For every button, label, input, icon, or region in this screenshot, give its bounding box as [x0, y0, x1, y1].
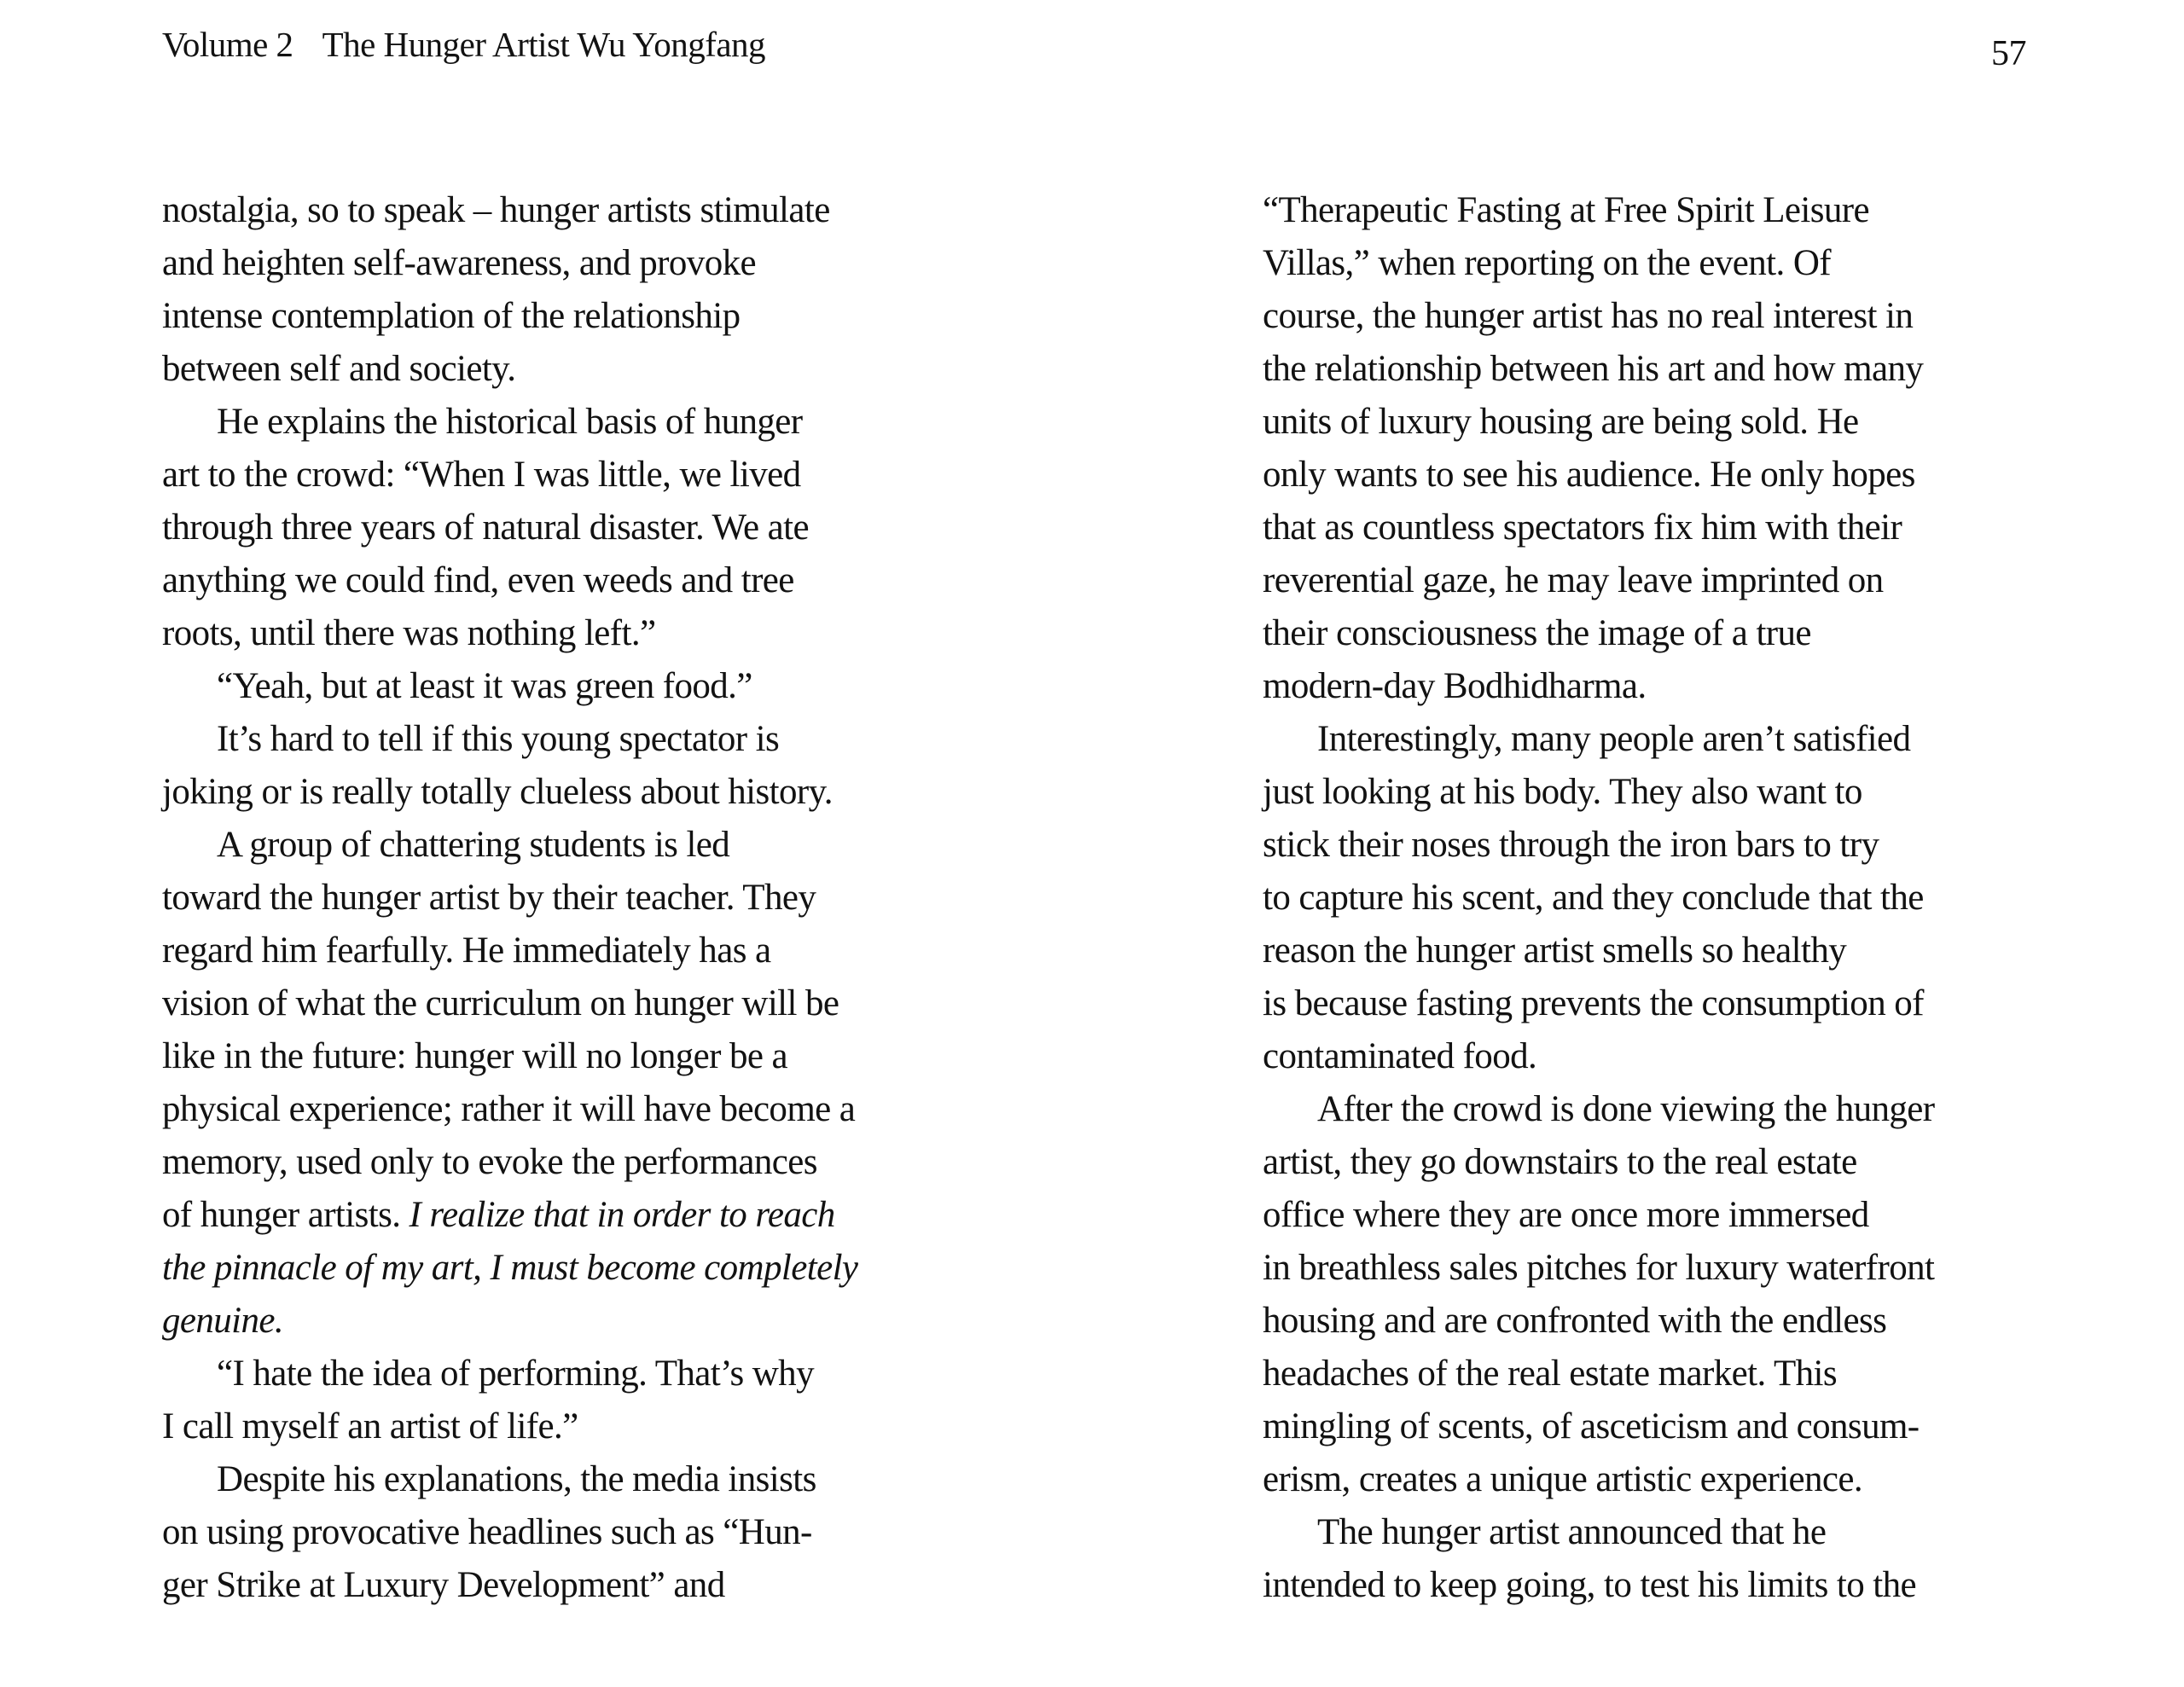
text-segment: their consciousness the image of a true	[1263, 613, 1811, 653]
text-columns	[162, 184, 2056, 1612]
text-line	[162, 1559, 956, 1612]
text-segment: artist, they go downstairs to the real estate	[1263, 1142, 1857, 1182]
text-segment: reverential gaze, he may leave imprinted on	[1263, 560, 1884, 600]
text-line	[1263, 713, 2056, 766]
text-line	[1263, 1136, 2056, 1189]
text-line	[1263, 977, 2056, 1030]
text-line	[162, 819, 956, 872]
text-line	[1263, 819, 2056, 872]
text-segment: vision of what the curriculum on hunger will be	[162, 983, 839, 1023]
text-line	[1263, 1348, 2056, 1400]
text-line	[162, 660, 956, 713]
text-line	[1263, 1506, 2056, 1559]
paragraph	[1263, 713, 2056, 1083]
text-line	[162, 1295, 956, 1348]
text-segment: reason the hunger artist smells so healthy	[1263, 930, 1847, 971]
text-segment: mingling of scents, of asceticism and consum-	[1263, 1406, 1920, 1446]
text-segment: nostalgia, so to speak – hunger artists stimulate	[162, 190, 830, 230]
text-line	[162, 1400, 956, 1453]
paragraph	[1263, 1506, 2056, 1612]
paragraph	[162, 1348, 956, 1453]
text-segment: toward the hunger artist by their teacher. They	[162, 878, 816, 918]
text-line	[1263, 184, 2056, 237]
text-segment: only wants to see his audience. He only hopes	[1263, 455, 1915, 495]
text-line	[1263, 1242, 2056, 1295]
text-line	[162, 343, 956, 396]
text-line	[1263, 343, 2056, 396]
text-line	[1263, 1453, 2056, 1506]
paragraph	[162, 660, 956, 713]
text-line	[162, 237, 956, 290]
text-line	[162, 501, 956, 554]
text-segment: The hunger artist announced that he	[1317, 1512, 1827, 1552]
text-segment: through three years of natural disaster. We ate	[162, 507, 809, 548]
text-segment: just looking at his body. They also want to	[1263, 772, 1862, 812]
text-segment: like in the future: hunger will no longer be a	[162, 1036, 788, 1076]
text-line	[1263, 1083, 2056, 1136]
text-line	[1263, 501, 2056, 554]
text-line	[1263, 1559, 2056, 1612]
paragraph	[162, 184, 956, 396]
text-segment: memory, used only to evoke the performances	[162, 1142, 817, 1182]
text-segment: joking or is really totally clueless about history.	[162, 772, 833, 812]
text-segment: A group of chattering students is led	[217, 825, 730, 865]
text-line	[162, 607, 956, 660]
page-header	[162, 22, 2026, 73]
running-head-left	[162, 22, 765, 67]
text-line	[162, 290, 956, 343]
text-segment: of hunger artists.	[162, 1195, 410, 1235]
text-segment: physical experience; rather it will have become a	[162, 1089, 856, 1129]
text-segment: course, the hunger artist has no real interest in	[1263, 296, 1914, 336]
text-segment: erism, creates a unique artistic experience.	[1263, 1459, 1863, 1499]
text-segment: between self and society.	[162, 349, 516, 389]
paragraph	[1263, 184, 2056, 713]
text-line	[162, 1136, 956, 1189]
text-segment: art to the crowd: “When I was little, we lived	[162, 455, 801, 495]
text-segment: He explains the historical basis of hunger	[217, 402, 803, 442]
chapter-title: The Hunger Artist Wu Yongfang	[322, 25, 766, 64]
paragraph	[162, 819, 956, 1348]
text-line	[1263, 1030, 2056, 1083]
italic-text-segment: I realize that in order to reach	[409, 1195, 835, 1235]
text-segment: headaches of the real estate market. This	[1263, 1354, 1838, 1394]
text-segment: housing and are confronted with the endless	[1263, 1301, 1887, 1341]
text-segment: and heighten self-awareness, and provoke	[162, 243, 756, 283]
text-line	[1263, 766, 2056, 819]
italic-text-segment: the pinnacle of my art, I must become completely	[162, 1248, 858, 1288]
text-segment: roots, until there was nothing left.”	[162, 613, 656, 653]
right-column	[1263, 184, 2056, 1612]
text-line	[1263, 607, 2056, 660]
text-line	[1263, 925, 2056, 977]
text-segment: modern-day Bodhidharma.	[1263, 666, 1647, 706]
text-segment: units of luxury housing are being sold. He	[1263, 402, 1859, 442]
text-line	[1263, 396, 2056, 449]
text-line	[162, 1506, 956, 1559]
text-segment: Despite his explanations, the media insists	[217, 1459, 816, 1499]
text-segment: I call myself an artist of life.”	[162, 1406, 578, 1446]
text-segment: Villas,” when reporting on the event. Of	[1263, 243, 1831, 283]
text-segment: intense contemplation of the relationship	[162, 296, 741, 336]
text-segment: in breathless sales pitches for luxury waterfront	[1263, 1248, 1935, 1288]
text-segment: ger Strike at Luxury Development” and	[162, 1565, 725, 1605]
text-segment: “Therapeutic Fasting at Free Spirit Leisure	[1263, 190, 1869, 230]
text-segment: Interestingly, many people aren’t satisfied	[1317, 719, 1911, 759]
text-line	[162, 554, 956, 607]
text-line	[1263, 554, 2056, 607]
text-line	[162, 1189, 956, 1242]
text-segment: regard him fearfully. He immediately has a	[162, 930, 771, 971]
text-line	[162, 977, 956, 1030]
text-line	[162, 396, 956, 449]
text-line	[162, 766, 956, 819]
text-line	[162, 1030, 956, 1083]
text-line	[162, 1083, 956, 1136]
text-line	[1263, 872, 2056, 925]
text-line	[162, 1242, 956, 1295]
text-line	[1263, 660, 2056, 713]
text-line	[162, 1348, 956, 1400]
paragraph	[162, 713, 956, 819]
text-line	[162, 449, 956, 501]
text-line	[162, 925, 956, 977]
paragraph	[1263, 1083, 2056, 1506]
text-segment: on using provocative headlines such as “Hun-	[162, 1512, 812, 1552]
text-line	[162, 1453, 956, 1506]
text-segment: intended to keep going, to test his limits to the	[1263, 1565, 1917, 1605]
text-segment: “I hate the idea of performing. That’s why	[217, 1354, 814, 1394]
text-segment: After the crowd is done viewing the hunger	[1317, 1089, 1935, 1129]
italic-text-segment: genuine.	[162, 1301, 284, 1341]
text-segment: to capture his scent, and they conclude that the	[1263, 878, 1924, 918]
paragraph	[162, 1453, 956, 1612]
text-segment: is because fasting prevents the consumption of	[1263, 983, 1924, 1023]
text-line	[1263, 1400, 2056, 1453]
text-line	[1263, 237, 2056, 290]
text-segment: the relationship between his art and how many	[1263, 349, 1924, 389]
text-line	[1263, 449, 2056, 501]
text-segment: office where they are once more immersed	[1263, 1195, 1869, 1235]
text-segment: It’s hard to tell if this young spectator is	[217, 719, 780, 759]
text-segment: “Yeah, but at least it was green food.”	[217, 666, 752, 706]
paragraph	[162, 396, 956, 660]
text-segment: that as countless spectators fix him with their	[1263, 507, 1902, 548]
volume-label: Volume 2	[162, 25, 293, 64]
text-line	[162, 184, 956, 237]
page-number: 57	[1991, 34, 2026, 73]
left-column	[162, 184, 956, 1612]
text-segment: stick their noses through the iron bars to try	[1263, 825, 1879, 865]
text-line	[162, 713, 956, 766]
text-segment: anything we could find, even weeds and tree	[162, 560, 794, 600]
text-line	[1263, 1189, 2056, 1242]
text-line	[162, 872, 956, 925]
text-line	[1263, 290, 2056, 343]
text-line	[1263, 1295, 2056, 1348]
text-segment: contaminated food.	[1263, 1036, 1537, 1076]
